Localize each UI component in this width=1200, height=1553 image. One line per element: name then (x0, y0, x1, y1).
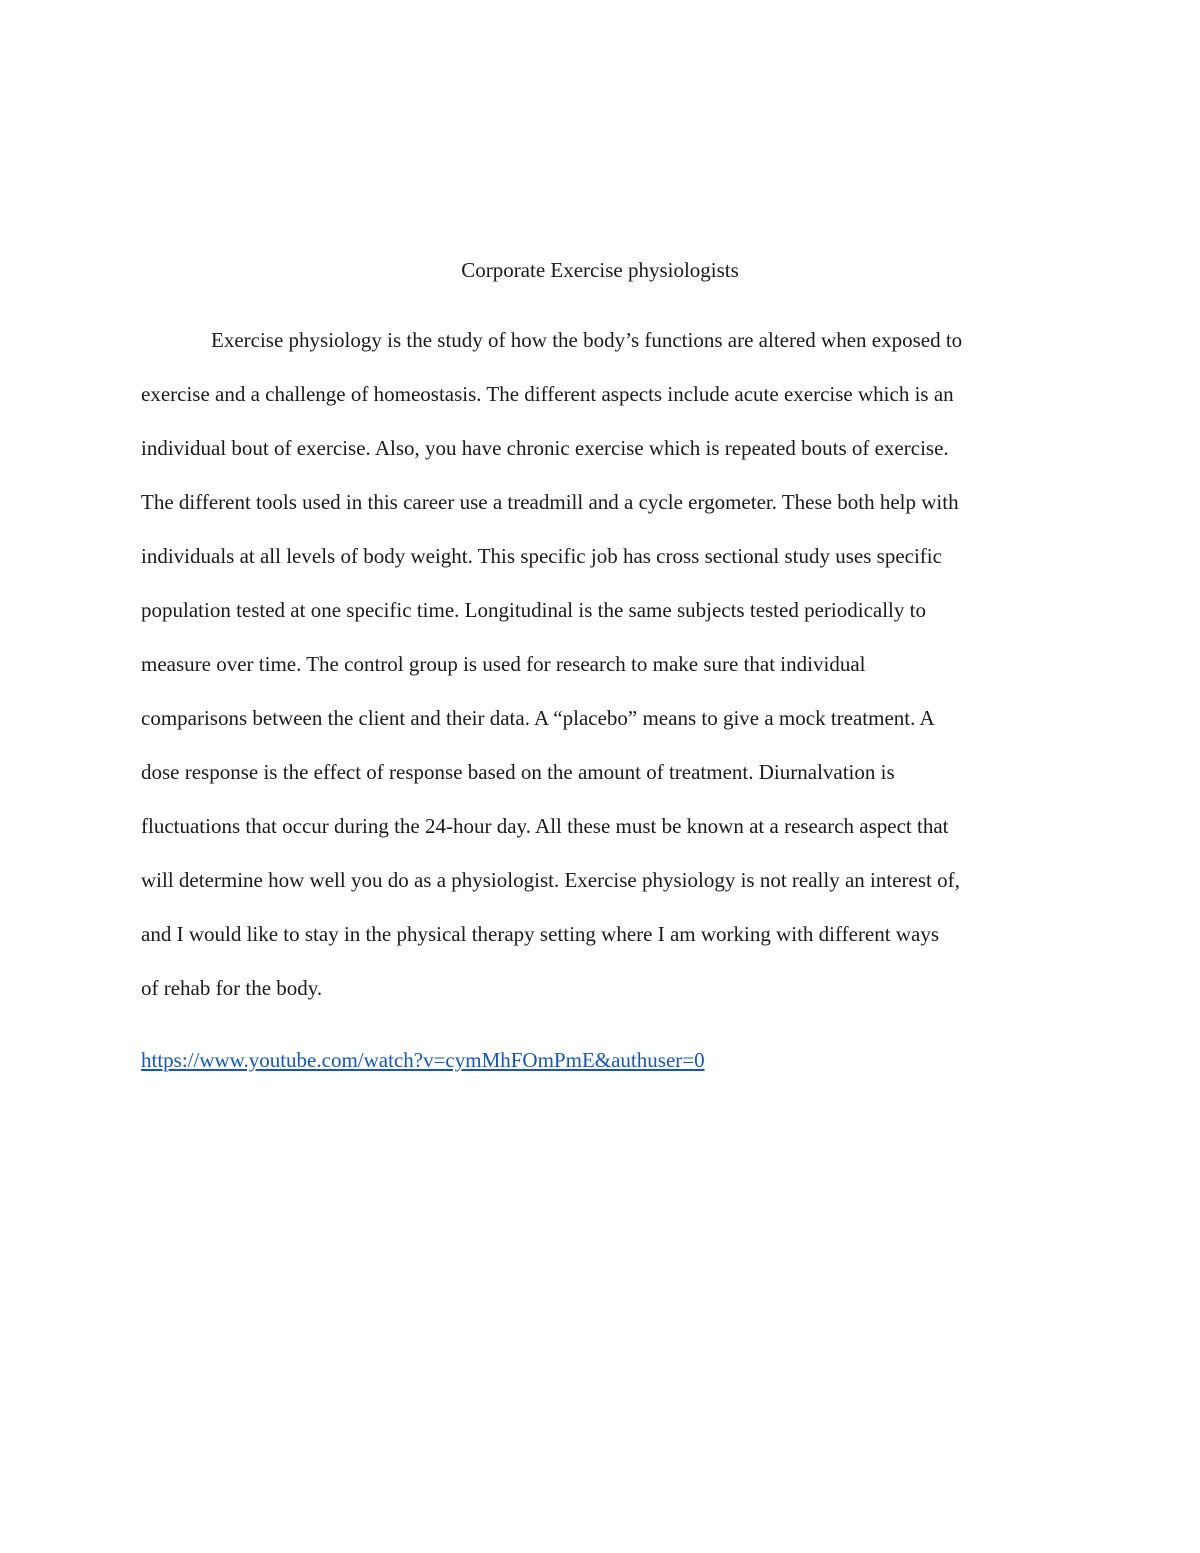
paragraph-line: and I would like to stay in the physical therapy setting where I am working with different ways (141, 922, 939, 946)
document-title: Corporate Exercise physiologists (461, 258, 739, 282)
paragraph-line: of rehab for the body. (141, 976, 323, 1000)
link-line (141, 1044, 705, 1076)
paragraph-line: individuals at all levels of body weight. This specific job has cross sectional study uses specific (141, 544, 942, 568)
paragraph-line: The different tools used in this career use a treadmill and a cycle ergometer. These both help with (141, 490, 959, 514)
paragraph-line: will determine how well you do as a physiologist. Exercise physiology is not really an interest of, (141, 868, 960, 892)
paragraph-line: population tested at one specific time. Longitudinal is the same subjects tested periodically to (141, 598, 926, 622)
paragraph-line: exercise and a challenge of homeostasis. The different aspects include acute exercise which is an (141, 382, 954, 406)
paragraph-line: dose response is the effect of response based on the amount of treatment. Diurnalvation is (141, 760, 895, 784)
youtube-link[interactable]: https://www.youtube.com/watch?v=cymMhFOmPmE&authuser=0 (141, 1048, 705, 1072)
paragraph-line: individual bout of exercise. Also, you have chronic exercise which is repeated bouts of exercise. (141, 436, 949, 460)
paragraph-line: measure over time. The control group is used for research to make sure that individual (141, 652, 866, 676)
paragraph-line: comparisons between the client and their data. A “placebo” means to give a mock treatment. A (141, 706, 935, 730)
paragraph-line: Exercise physiology is the study of how the body’s functions are altered when exposed to (211, 328, 963, 352)
paragraph-line: fluctuations that occur during the 24-hour day. All these must be known at a research aspect that (141, 814, 949, 838)
